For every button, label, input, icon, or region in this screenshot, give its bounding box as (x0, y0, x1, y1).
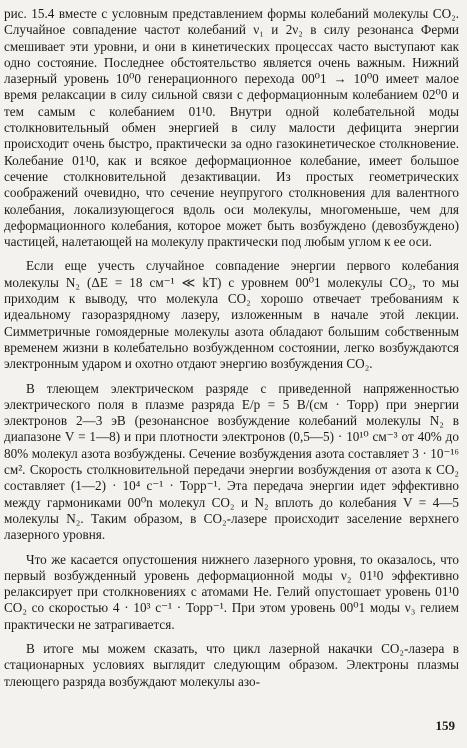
page-body (4, 6, 459, 690)
paragraph-3: В тлеющем электрическом разряде с приведенной напряженностью электрического поля в плазме разряда E/p = 5 В/(см · Торр) при энергии электронов 2—3 эВ (резонансное возбуждение колебаний молекулы N₂ в диапазоне V = 1—8) и при плотности электронов (0,5—5) · 10¹⁰ см⁻³ от 40% до 80% молекул азота возбуждены. Сечение возбуждения азота составляет 3 · 10⁻¹⁶ см². Скорость столкновительной передачи энергии возбуждения от азота к CO₂ составляет (1—2) · 10⁴ с⁻¹ · Торр⁻¹. Эта передача энергии идет эффективно между гармониками 00⁰n молекул CO₂ и N₂ вплоть до колебания V = 4—5 молекулы N₂. Таким образом, в CO₂-лазере происходит заселение верхнего лазерного уровня. (4, 380, 459, 543)
paragraph-2: Если еще учесть случайное совпадение энергии первого колебания молекулы N₂ (ΔE = 18 см⁻¹ ≪ kT) с уровнем 00⁰1 молекулы CO₂, то мы приходим к выводу, что молекула CO₂ хорошо отвечает требованиям к идеальному газоразрядному лазеру, изложенным в начале этой лекции. Симметричные гомоядерные молекулы азота обладают большим собственным временем жизни в колебательно возбужденном состоянии, легко возбуждаются электронным ударом и охотно отдают энергию возбуждения CO₂. (4, 258, 459, 372)
paragraph-4: Что же касается опустошения нижнего лазерного уровня, то оказалось, что первый возбужденный уровень деформационной моды ν₂ 01¹0 эффективно релаксирует при столкновениях с атомами He. Гелий опустошает уровень 01¹0 CO₂ со скоростью 4 · 10³ с⁻¹ · Торр⁻¹. При этом уровень 00⁰1 моды ν₃ гелием практически не затрагивается. (4, 551, 459, 632)
page-number: 159 (435, 718, 455, 733)
paragraph-5: В итоге мы можем сказать, что цикл лазерной накачки CO₂-лазера в стационарных условиях выглядит следующим образом. Электроны плазмы тлеющего разряда возбуждают молекулы азо- (4, 640, 459, 689)
paragraph-1: рис. 15.4 вместе с условным представлением формы колебаний молекулы CO₂. Случайное совпадение частот колебаний ν₁ и 2ν₂ в силу резонанса Ферми смешивает эти уровни, и они в кинетических процессах часто выступают как одно состояние. Последнее обстоятельство является очень важным. Нижний лазерный уровень 10⁰0 генерационного перехода 00⁰1 → 10⁰0 имеет малое время релаксации в силу сильной связи с деформационным колебанием 02⁰0 и тем самым с колебанием 01¹0. Внутри одной колебательной моды столкновительный обмен энергией в силу малости дефицита энергии происходит очень быстро, практически за одно газокинетическое столкновение. Колебание 01¹0, как и всякое деформационное колебание, имеет большое сечение столкновительной дезактивации. Из простых геометрических соображений очевидно, что сечение неупругого столкновения для валентного колебания, локализующегося вдоль оси молекулы, многоменьше, чем для деформационного колебания, которое может быть возбуждено (девозбуждено) частицей, налетающей на молекулу практически под любым углом к ее оси. (4, 6, 459, 250)
